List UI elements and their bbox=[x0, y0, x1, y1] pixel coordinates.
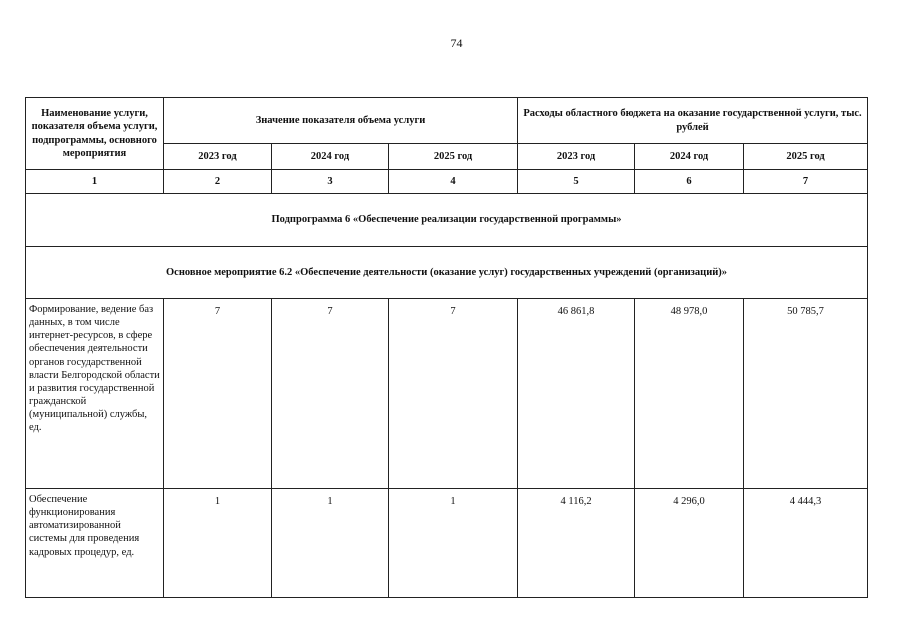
header-year: 2024 год bbox=[635, 144, 744, 170]
page-number: 74 bbox=[450, 36, 463, 50]
column-number: 4 bbox=[389, 170, 518, 194]
value-2025: 7 bbox=[389, 299, 518, 489]
expense-2023: 46 861,8 bbox=[518, 299, 635, 489]
expense-2024: 4 296,0 bbox=[635, 489, 744, 598]
column-number: 2 bbox=[164, 170, 272, 194]
expense-2025: 50 785,7 bbox=[744, 299, 868, 489]
column-number-row bbox=[26, 170, 868, 194]
subprogram-row bbox=[26, 194, 868, 247]
column-number: 5 bbox=[518, 170, 635, 194]
column-number: 1 bbox=[26, 170, 164, 194]
column-number: 6 bbox=[635, 170, 744, 194]
table-row bbox=[26, 299, 868, 489]
main-activity-title: Основное мероприятие 6.2 «Обеспечение деятельности (оказание услуг) государственных учреждений (организаций)» bbox=[26, 247, 868, 299]
expense-2025: 4 444,3 bbox=[744, 489, 868, 598]
service-name: Формирование, ведение баз данных, в том числе интернет-ресурсов, в сфере обеспечения деятельности органов государственной власти Белгородской области и развития государственной гражданской (муниципальной) службы, ед. bbox=[26, 299, 164, 489]
value-2023: 1 bbox=[164, 489, 272, 598]
main-activity-row bbox=[26, 247, 868, 299]
budget-table bbox=[25, 97, 868, 598]
value-2023: 7 bbox=[164, 299, 272, 489]
header-year: 2023 год bbox=[164, 144, 272, 170]
header-year: 2023 год bbox=[518, 144, 635, 170]
column-number: 3 bbox=[272, 170, 389, 194]
header-year: 2024 год bbox=[272, 144, 389, 170]
header-indicator-value: Значение показателя объема услуги bbox=[164, 98, 518, 144]
subprogram-title: Подпрограмма 6 «Обеспечение реализации государственной программы» bbox=[26, 194, 868, 247]
value-2024: 1 bbox=[272, 489, 389, 598]
header-year: 2025 год bbox=[744, 144, 868, 170]
header-year: 2025 год bbox=[389, 144, 518, 170]
expense-2024: 48 978,0 bbox=[635, 299, 744, 489]
service-name: Обеспечение функционирования автоматизированной системы для проведения кадровых процедур, ед. bbox=[26, 489, 164, 598]
value-2025: 1 bbox=[389, 489, 518, 598]
table-row bbox=[26, 489, 868, 598]
header-budget-expenses: Расходы областного бюджета на оказание государственной услуги, тыс. рублей bbox=[518, 98, 868, 144]
value-2024: 7 bbox=[272, 299, 389, 489]
header-row-groups bbox=[26, 98, 868, 144]
column-number: 7 bbox=[744, 170, 868, 194]
expense-2023: 4 116,2 bbox=[518, 489, 635, 598]
header-service-name: Наименование услуги, показателя объема услуги, подпрограммы, основного мероприятия bbox=[26, 98, 164, 170]
